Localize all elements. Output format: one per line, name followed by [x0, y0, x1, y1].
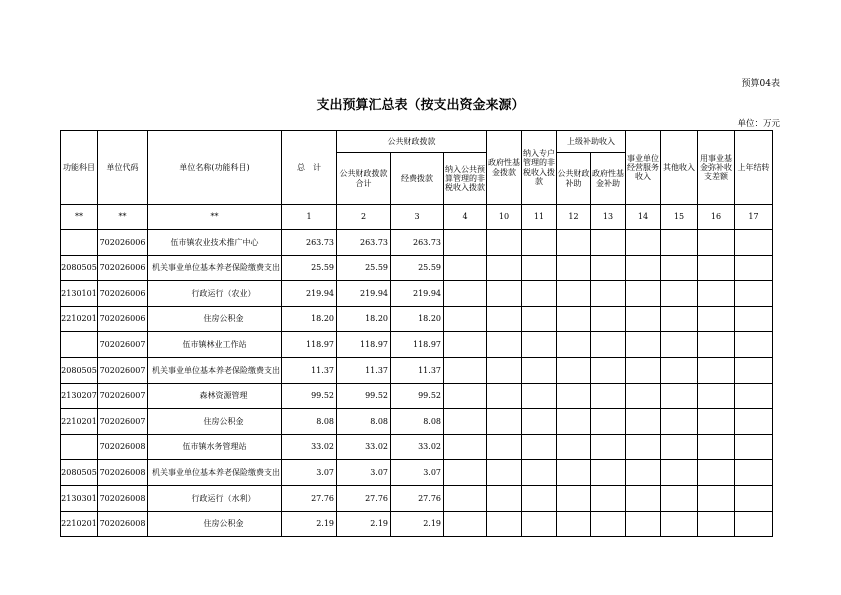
empty-cell — [444, 306, 487, 332]
index-cell: 3 — [391, 205, 444, 230]
total-cell: 263.73 — [282, 230, 337, 256]
index-cell: 17 — [735, 205, 773, 230]
empty-cell — [522, 511, 557, 537]
index-row — [61, 205, 773, 230]
total-cell: 219.94 — [282, 281, 337, 307]
pf-subtotal-cell: 118.97 — [337, 332, 391, 358]
unit-name-cell: 伍市镇林业工作站 — [148, 332, 282, 358]
header-superior: 上级补助收入 — [557, 131, 626, 153]
empty-cell — [698, 434, 735, 460]
header-func: 功能科目 — [61, 131, 98, 205]
header-biz: 事业单位经营服务收入 — [626, 131, 661, 205]
empty-cell — [698, 485, 735, 511]
empty-cell — [661, 255, 698, 281]
empty-cell — [735, 332, 773, 358]
empty-cell — [626, 409, 661, 435]
empty-cell — [661, 281, 698, 307]
pf-subtotal-cell: 18.20 — [337, 306, 391, 332]
pf-subtotal-cell: 8.08 — [337, 409, 391, 435]
header-pf-subtotal: 公共财政拨款合计 — [337, 153, 391, 205]
empty-cell — [661, 357, 698, 383]
empty-cell — [626, 485, 661, 511]
header-total: 总 计 — [282, 131, 337, 205]
total-cell: 18.20 — [282, 306, 337, 332]
index-cell: 14 — [626, 205, 661, 230]
empty-cell — [522, 434, 557, 460]
empty-cell — [487, 511, 522, 537]
empty-cell — [522, 306, 557, 332]
total-cell: 8.08 — [282, 409, 337, 435]
empty-cell — [735, 409, 773, 435]
empty-cell — [661, 332, 698, 358]
empty-cell — [626, 357, 661, 383]
empty-cell — [626, 281, 661, 307]
empty-cell — [591, 383, 626, 409]
empty-cell — [626, 332, 661, 358]
empty-cell — [444, 383, 487, 409]
index-cell: 2 — [337, 205, 391, 230]
unit-name-cell: 行政运行（农业） — [148, 281, 282, 307]
index-cell: ** — [148, 205, 282, 230]
empty-cell — [661, 409, 698, 435]
empty-cell — [487, 357, 522, 383]
empty-cell — [591, 511, 626, 537]
empty-cell — [735, 357, 773, 383]
empty-cell — [444, 485, 487, 511]
funds-cell: 8.08 — [391, 409, 444, 435]
header-nontax: 纳入公共预算管理的非税收入拨款 — [444, 153, 487, 205]
empty-cell — [591, 409, 626, 435]
empty-cell — [444, 332, 487, 358]
form-number: 预算04表 — [741, 79, 780, 89]
total-cell: 118.97 — [282, 332, 337, 358]
empty-cell — [522, 357, 557, 383]
index-cell: 16 — [698, 205, 735, 230]
empty-cell — [557, 332, 591, 358]
index-cell: ** — [61, 205, 98, 230]
empty-cell — [626, 460, 661, 486]
empty-cell — [557, 434, 591, 460]
empty-cell — [661, 230, 698, 256]
empty-cell — [487, 255, 522, 281]
empty-cell — [557, 281, 591, 307]
header-sup-gov: 政府性基金补助 — [591, 153, 626, 205]
index-cell: 1 — [282, 205, 337, 230]
empty-cell — [698, 281, 735, 307]
empty-cell — [522, 230, 557, 256]
total-cell: 3.07 — [282, 460, 337, 486]
unit-name-cell: 住房公积金 — [148, 409, 282, 435]
empty-cell — [444, 409, 487, 435]
empty-cell — [591, 306, 626, 332]
empty-cell — [735, 511, 773, 537]
unit-name-cell: 森林资源管理 — [148, 383, 282, 409]
empty-cell — [487, 485, 522, 511]
empty-cell — [698, 255, 735, 281]
funds-cell: 219.94 — [391, 281, 444, 307]
empty-cell — [557, 306, 591, 332]
empty-cell — [661, 434, 698, 460]
budget-table — [60, 130, 773, 537]
func-code-cell: 2130301 — [61, 485, 98, 511]
unit-name-cell: 伍市镇农业技术推广中心 — [148, 230, 282, 256]
empty-cell — [661, 485, 698, 511]
unit-code-cell: 702026007 — [98, 332, 148, 358]
unit-code-cell: 702026006 — [98, 306, 148, 332]
empty-cell — [661, 460, 698, 486]
empty-cell — [698, 230, 735, 256]
funds-cell: 11.37 — [391, 357, 444, 383]
empty-cell — [626, 434, 661, 460]
empty-cell — [522, 255, 557, 281]
empty-cell — [487, 281, 522, 307]
unit-code-cell: 702026008 — [98, 434, 148, 460]
unit-code-cell: 702026006 — [98, 281, 148, 307]
empty-cell — [522, 460, 557, 486]
empty-cell — [626, 383, 661, 409]
func-code-cell: 2210201 — [61, 306, 98, 332]
empty-cell — [626, 230, 661, 256]
total-cell: 27.76 — [282, 485, 337, 511]
pf-subtotal-cell: 2.19 — [337, 511, 391, 537]
empty-cell — [522, 383, 557, 409]
funds-cell: 18.20 — [391, 306, 444, 332]
pf-subtotal-cell: 219.94 — [337, 281, 391, 307]
empty-cell — [557, 511, 591, 537]
pf-subtotal-cell: 99.52 — [337, 383, 391, 409]
header-name: 单位名称(功能科目) — [148, 131, 282, 205]
func-code-cell: 2130101 — [61, 281, 98, 307]
pf-subtotal-cell: 33.02 — [337, 434, 391, 460]
empty-cell — [735, 230, 773, 256]
index-cell: 15 — [661, 205, 698, 230]
unit-name-cell: 住房公积金 — [148, 511, 282, 537]
empty-cell — [444, 255, 487, 281]
unit-code-cell: 702026008 — [98, 485, 148, 511]
unit-label: 单位：万元 — [737, 119, 780, 129]
unit-code-cell: 702026008 — [98, 511, 148, 537]
header-gov-fund: 政府性基金拨款 — [487, 131, 522, 205]
empty-cell — [487, 383, 522, 409]
header-special: 纳入专户管理的非税收入拨款 — [522, 131, 557, 205]
empty-cell — [444, 460, 487, 486]
empty-cell — [444, 230, 487, 256]
funds-cell: 3.07 — [391, 460, 444, 486]
empty-cell — [487, 409, 522, 435]
header-carry: 上年结转 — [735, 131, 773, 205]
table-row — [61, 306, 773, 332]
empty-cell — [661, 511, 698, 537]
pf-subtotal-cell: 3.07 — [337, 460, 391, 486]
empty-cell — [735, 460, 773, 486]
empty-cell — [557, 255, 591, 281]
unit-name-cell: 机关事业单位基本养老保险缴费支出 — [148, 460, 282, 486]
func-code-cell — [61, 230, 98, 256]
header-sup-public: 公共财政补助 — [557, 153, 591, 205]
empty-cell — [444, 281, 487, 307]
empty-cell — [698, 409, 735, 435]
unit-name-cell: 伍市镇水务管理站 — [148, 434, 282, 460]
pf-subtotal-cell: 263.73 — [337, 230, 391, 256]
empty-cell — [626, 306, 661, 332]
unit-name-cell: 住房公积金 — [148, 306, 282, 332]
total-cell: 25.59 — [282, 255, 337, 281]
index-cell: 12 — [557, 205, 591, 230]
empty-cell — [661, 306, 698, 332]
empty-cell — [735, 255, 773, 281]
empty-cell — [698, 460, 735, 486]
unit-code-cell: 702026007 — [98, 383, 148, 409]
unit-code-cell: 702026008 — [98, 460, 148, 486]
empty-cell — [522, 409, 557, 435]
empty-cell — [698, 306, 735, 332]
page-title: 支出预算汇总表（按支出资金来源） — [316, 98, 525, 113]
empty-cell — [487, 434, 522, 460]
empty-cell — [591, 460, 626, 486]
index-cell: ** — [98, 205, 148, 230]
empty-cell — [626, 511, 661, 537]
header-public-finance: 公共财政拨款 — [337, 131, 487, 153]
empty-cell — [557, 460, 591, 486]
table-row — [61, 357, 773, 383]
func-code-cell: 2080505 — [61, 460, 98, 486]
table-row — [61, 281, 773, 307]
empty-cell — [626, 255, 661, 281]
empty-cell — [591, 255, 626, 281]
table-row — [61, 485, 773, 511]
empty-cell — [698, 511, 735, 537]
index-cell: 13 — [591, 205, 626, 230]
unit-name-cell: 行政运行（水利） — [148, 485, 282, 511]
empty-cell — [557, 383, 591, 409]
unit-code-cell: 702026007 — [98, 409, 148, 435]
empty-cell — [444, 434, 487, 460]
empty-cell — [487, 332, 522, 358]
empty-cell — [698, 332, 735, 358]
header-code: 单位代码 — [98, 131, 148, 205]
table-row — [61, 511, 773, 537]
funds-cell: 33.02 — [391, 434, 444, 460]
pf-subtotal-cell: 25.59 — [337, 255, 391, 281]
pf-subtotal-cell: 27.76 — [337, 485, 391, 511]
empty-cell — [735, 383, 773, 409]
empty-cell — [557, 230, 591, 256]
func-code-cell: 2080505 — [61, 357, 98, 383]
unit-code-cell: 702026006 — [98, 230, 148, 256]
empty-cell — [591, 281, 626, 307]
empty-cell — [557, 485, 591, 511]
empty-cell — [557, 409, 591, 435]
table-row — [61, 409, 773, 435]
unit-name-cell: 机关事业单位基本养老保险缴费支出 — [148, 357, 282, 383]
empty-cell — [487, 230, 522, 256]
table-row — [61, 460, 773, 486]
table-row — [61, 383, 773, 409]
empty-cell — [698, 383, 735, 409]
table-row — [61, 230, 773, 256]
func-code-cell: 2210201 — [61, 511, 98, 537]
total-cell: 2.19 — [282, 511, 337, 537]
empty-cell — [591, 230, 626, 256]
funds-cell: 263.73 — [391, 230, 444, 256]
empty-cell — [735, 281, 773, 307]
header-other: 其他收入 — [661, 131, 698, 205]
funds-cell: 2.19 — [391, 511, 444, 537]
empty-cell — [591, 357, 626, 383]
funds-cell: 25.59 — [391, 255, 444, 281]
unit-code-cell: 702026006 — [98, 255, 148, 281]
table-row — [61, 434, 773, 460]
index-cell: 10 — [487, 205, 522, 230]
empty-cell — [522, 332, 557, 358]
funds-cell: 27.76 — [391, 485, 444, 511]
empty-cell — [487, 306, 522, 332]
empty-cell — [735, 434, 773, 460]
empty-cell — [591, 434, 626, 460]
empty-cell — [698, 357, 735, 383]
total-cell: 99.52 — [282, 383, 337, 409]
header-funds: 经费拨款 — [391, 153, 444, 205]
func-code-cell: 2080505 — [61, 255, 98, 281]
empty-cell — [444, 357, 487, 383]
func-code-cell: 2210201 — [61, 409, 98, 435]
index-cell: 11 — [522, 205, 557, 230]
empty-cell — [735, 306, 773, 332]
empty-cell — [522, 281, 557, 307]
pf-subtotal-cell: 11.37 — [337, 357, 391, 383]
index-cell: 4 — [444, 205, 487, 230]
total-cell: 11.37 — [282, 357, 337, 383]
funds-cell: 118.97 — [391, 332, 444, 358]
empty-cell — [522, 485, 557, 511]
empty-cell — [735, 485, 773, 511]
unit-code-cell: 702026007 — [98, 357, 148, 383]
total-cell: 33.02 — [282, 434, 337, 460]
empty-cell — [661, 383, 698, 409]
func-code-cell: 2130207 — [61, 383, 98, 409]
empty-cell — [487, 460, 522, 486]
func-code-cell — [61, 332, 98, 358]
empty-cell — [591, 332, 626, 358]
header-reserve: 用事业基金弥补收支差额 — [698, 131, 735, 205]
empty-cell — [444, 511, 487, 537]
unit-name-cell: 机关事业单位基本养老保险缴费支出 — [148, 255, 282, 281]
table-row — [61, 255, 773, 281]
table-row — [61, 332, 773, 358]
funds-cell: 99.52 — [391, 383, 444, 409]
func-code-cell — [61, 434, 98, 460]
empty-cell — [591, 485, 626, 511]
empty-cell — [557, 357, 591, 383]
